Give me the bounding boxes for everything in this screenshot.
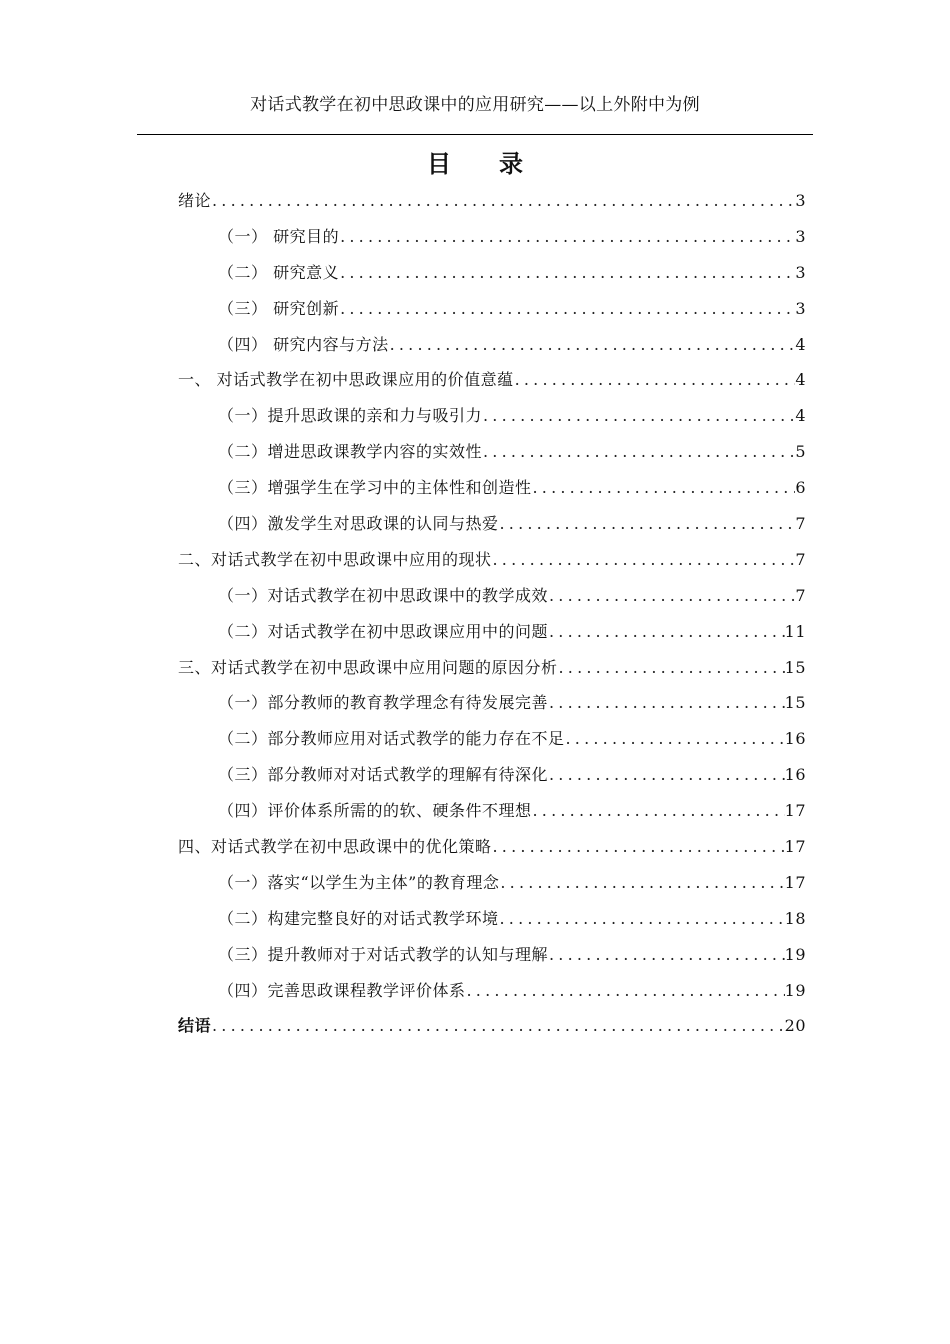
- toc-page-number: 4: [795, 334, 806, 354]
- toc-entry-text: 四、对话式教学在初中思政课中的优化策略: [178, 837, 492, 857]
- toc-dot-leader: [211, 183, 795, 219]
- toc-dot-leader: [466, 973, 785, 1009]
- toc-page-number: 3: [795, 191, 806, 210]
- toc-page-number: 19: [784, 944, 806, 964]
- toc-title: 目录: [427, 150, 571, 178]
- toc-page-number: 3: [795, 262, 806, 282]
- toc-entry[interactable]: [178, 183, 806, 219]
- toc-dot-leader: [339, 219, 795, 255]
- toc-dot-leader: [492, 829, 785, 865]
- toc-page-number: 7: [795, 514, 806, 534]
- toc-dot-leader: [532, 470, 796, 506]
- toc-page-number: 17: [784, 872, 806, 892]
- toc-dot-leader: [548, 578, 795, 614]
- toc-dot-leader: [482, 434, 795, 470]
- toc-dot-leader: [499, 901, 785, 937]
- toc-entry-text: （二）增进思政课教学内容的实效性: [218, 442, 483, 462]
- toc-page-number: 15: [784, 657, 806, 677]
- toc-entry-text: （四）完善思政课程教学评价体系: [218, 980, 466, 1000]
- running-header: 对话式教学在初中思政课中的应用研究——以上外附中为例: [250, 95, 700, 115]
- toc-page-number: 7: [795, 585, 806, 605]
- toc-entry[interactable]: [178, 901, 806, 937]
- toc-entry[interactable]: [178, 973, 806, 1009]
- toc-entry[interactable]: [178, 757, 806, 793]
- toc-entry-text: （三）提升教师对于对话式教学的认知与理解: [218, 944, 549, 964]
- toc-entry-text: （二）对话式教学在初中思政课应用中的问题: [218, 621, 549, 641]
- toc-page-number: 11: [784, 621, 806, 641]
- toc-entry[interactable]: [178, 685, 806, 721]
- toc-entry-text: （四）激发学生对思政课的认同与热爱: [218, 514, 499, 534]
- toc-entry[interactable]: [178, 434, 806, 470]
- toc-entry-text: （一）落实“以学生为主体”的教育理念: [218, 872, 500, 892]
- toc-entry-text: 结语: [178, 1016, 212, 1036]
- toc-entry-text: 三、对话式教学在初中思政课中应用问题的原因分析: [178, 657, 558, 677]
- toc-entry[interactable]: [178, 793, 806, 829]
- toc-page-number: 17: [784, 801, 806, 821]
- toc-entry-text: （四） 研究内容与方法: [218, 334, 389, 354]
- toc-page-number: 3: [795, 226, 806, 246]
- toc-entry-text: （一） 研究目的: [218, 226, 340, 246]
- toc-dot-leader: [532, 793, 785, 829]
- toc-dot-leader: [211, 1008, 785, 1044]
- toc-entry-text: （三）部分教师对对话式教学的理解有待深化: [218, 765, 549, 785]
- toc-dot-leader: [499, 506, 796, 542]
- toc-page-number: 7: [795, 549, 806, 569]
- toc-entry[interactable]: [178, 255, 806, 291]
- toc-dot-leader: [558, 650, 785, 686]
- toc-entry[interactable]: [178, 829, 806, 865]
- toc-entry-text: （一）部分教师的教育教学理念有待发展完善: [218, 693, 549, 713]
- toc-page-number: 16: [784, 765, 806, 785]
- toc-dot-leader: [548, 614, 785, 650]
- toc-page-number: 15: [784, 693, 806, 713]
- toc-entry[interactable]: [178, 578, 806, 614]
- toc-page-number: 17: [784, 837, 806, 857]
- toc-entry[interactable]: [178, 506, 806, 542]
- toc-entry-text: （三） 研究创新: [218, 298, 340, 318]
- toc-page-number: 4: [795, 406, 806, 426]
- toc-entry[interactable]: [178, 219, 806, 255]
- toc-page-number: 19: [784, 980, 806, 1000]
- toc-entry[interactable]: [178, 327, 806, 363]
- toc-entry[interactable]: [178, 614, 806, 650]
- toc-dot-leader: [389, 327, 796, 363]
- toc-entry-text: （三）增强学生在学习中的主体性和创造性: [218, 478, 532, 498]
- toc-dot-leader: [482, 398, 795, 434]
- toc-entry[interactable]: [178, 398, 806, 434]
- toc-page-number: 6: [795, 478, 806, 498]
- toc-page-number: 4: [795, 370, 806, 390]
- toc-entry[interactable]: [178, 937, 806, 973]
- toc-dot-leader: [339, 255, 795, 291]
- toc-entry-text: 二、对话式教学在初中思政课中应用的现状: [178, 549, 492, 569]
- toc-dot-leader: [339, 291, 795, 327]
- toc-page-number: 18: [784, 908, 806, 928]
- toc-page-number: 20: [784, 1016, 806, 1036]
- toc-dot-leader: [548, 757, 785, 793]
- toc-entry[interactable]: [178, 721, 806, 757]
- toc-entry-text: （四）评价体系所需的的软、硬条件不理想: [218, 801, 532, 821]
- toc-entry[interactable]: [178, 1008, 806, 1044]
- toc-page-number: 3: [795, 298, 806, 318]
- toc-entry[interactable]: [178, 650, 806, 686]
- toc-entry-text: （二）部分教师应用对话式教学的能力存在不足: [218, 729, 565, 749]
- toc-dot-leader: [565, 721, 785, 757]
- toc-dot-leader: [548, 937, 785, 973]
- toc-page-number: 16: [784, 729, 806, 749]
- toc-dot-leader: [514, 362, 796, 398]
- toc-entry-text: （一）对话式教学在初中思政课中的教学成效: [218, 585, 549, 605]
- toc-entry[interactable]: [178, 291, 806, 327]
- toc-dot-leader: [548, 685, 785, 721]
- toc-entry-text: （二）构建完整良好的对话式教学环境: [218, 908, 499, 928]
- toc-page-number: 5: [795, 442, 806, 462]
- toc-entry[interactable]: [178, 362, 806, 398]
- toc-entry[interactable]: [178, 542, 806, 578]
- toc-dot-leader: [492, 542, 796, 578]
- header-divider: [137, 134, 813, 135]
- table-of-contents: [178, 183, 806, 1044]
- toc-entry[interactable]: [178, 470, 806, 506]
- toc-entry[interactable]: [178, 865, 806, 901]
- toc-dot-leader: [499, 865, 784, 901]
- toc-entry-text: （二） 研究意义: [218, 262, 340, 282]
- toc-entry-text: 一、 对话式教学在初中思政课应用的价值意蕴: [178, 370, 514, 390]
- toc-entry-text: （一）提升思政课的亲和力与吸引力: [218, 406, 483, 426]
- toc-entry-text: 绪论: [178, 191, 212, 210]
